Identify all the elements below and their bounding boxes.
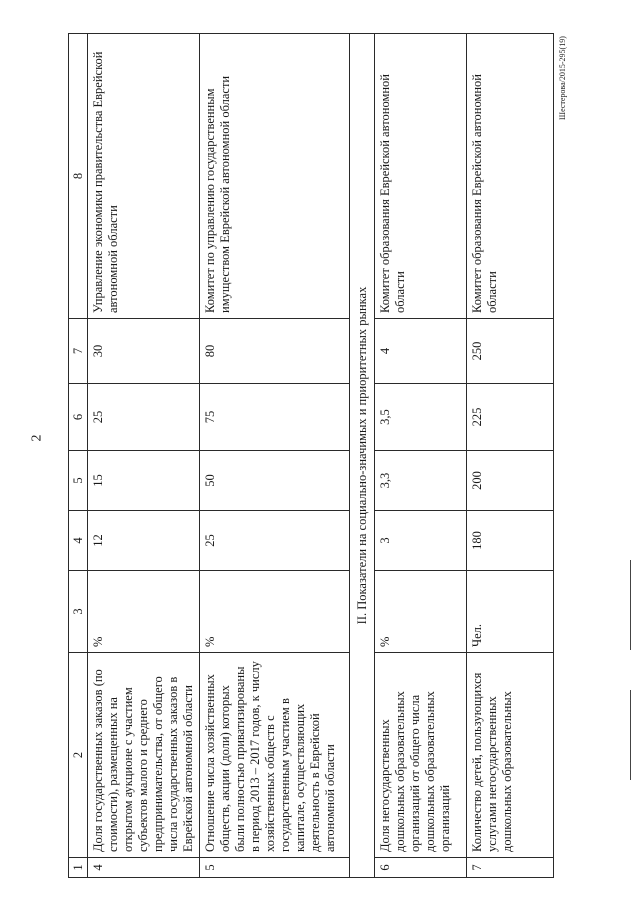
- row-number: 7: [467, 858, 554, 878]
- header-cell: 6: [69, 384, 88, 451]
- indicator-text: Отношение числа хозяйственных обществ, акции (доли) которых были полностью приватизированы в период 2013 – 2017 годов, к числу хозяйственных обществ с государственным участием в капитале, осуществляющих деятельность в Еврейской автономной области: [200, 653, 350, 858]
- value-cell: 30: [88, 319, 200, 384]
- header-cell: 2: [69, 653, 88, 858]
- scan-edge-mark: [630, 690, 631, 780]
- value-cell: 12: [88, 511, 200, 571]
- row-number: 5: [200, 858, 350, 878]
- value-cell: 3,3: [375, 451, 467, 511]
- unit-cell: %: [375, 571, 467, 653]
- value-cell: 3: [375, 511, 467, 571]
- value-cell: 25: [200, 511, 350, 571]
- value-cell: 180: [467, 511, 554, 571]
- indicator-text: Доля негосударственных дошкольных образовательных организаций от общего числа дошкольных образовательных организаций: [375, 653, 467, 858]
- value-cell: 80: [200, 319, 350, 384]
- table-row: [467, 34, 554, 878]
- indicator-text: Доля государственных заказов (по стоимости), размещенных на открытом аукционе с участием субъектов малого и среднего предпринимательства, от общего числа государственных заказов в Еврейской автономной области: [88, 653, 200, 858]
- indicators-table: [68, 33, 554, 878]
- page-number: 2: [29, 434, 45, 442]
- table-row: [88, 34, 200, 878]
- header-cell: 7: [69, 319, 88, 384]
- indicator-text: Количество детей, пользующихся услугами негосударственных дошкольных образовательных: [467, 653, 554, 858]
- scan-edge-mark: [630, 560, 631, 650]
- value-cell: 3,5: [375, 384, 467, 451]
- unit-cell: %: [200, 571, 350, 653]
- header-cell: 5: [69, 451, 88, 511]
- responsible-cell: Комитет образования Еврейской автономной области: [467, 34, 554, 319]
- value-cell: 225: [467, 384, 554, 451]
- value-cell: 50: [200, 451, 350, 511]
- table-row: [375, 34, 467, 878]
- unit-cell: Чел.: [467, 571, 554, 653]
- value-cell: 4: [375, 319, 467, 384]
- table-row: [200, 34, 350, 878]
- document-code: Шестерова/2015-295(19): [558, 36, 567, 120]
- value-cell: 75: [200, 384, 350, 451]
- value-cell: 25: [88, 384, 200, 451]
- value-cell: 15: [88, 451, 200, 511]
- value-cell: 250: [467, 319, 554, 384]
- header-cell: 1: [69, 858, 88, 878]
- row-number: 4: [88, 858, 200, 878]
- responsible-cell: Комитет по управлению государственным имуществом Еврейской автономной области: [200, 34, 350, 319]
- responsible-cell: Управление экономики правительства Еврейской автономной области: [88, 34, 200, 319]
- table-header-row: [69, 34, 88, 878]
- header-cell: 4: [69, 511, 88, 571]
- section-title: II. Показатели на социально-значимых и приоритетных рынках: [350, 34, 375, 878]
- unit-cell: %: [88, 571, 200, 653]
- section-row: [350, 34, 375, 878]
- responsible-cell: Комитет образования Еврейской автономной области: [375, 34, 467, 319]
- header-cell: 8: [69, 34, 88, 319]
- row-number: 6: [375, 858, 467, 878]
- rotated-table-container: [68, 34, 554, 878]
- value-cell: 200: [467, 451, 554, 511]
- header-cell: 3: [69, 571, 88, 653]
